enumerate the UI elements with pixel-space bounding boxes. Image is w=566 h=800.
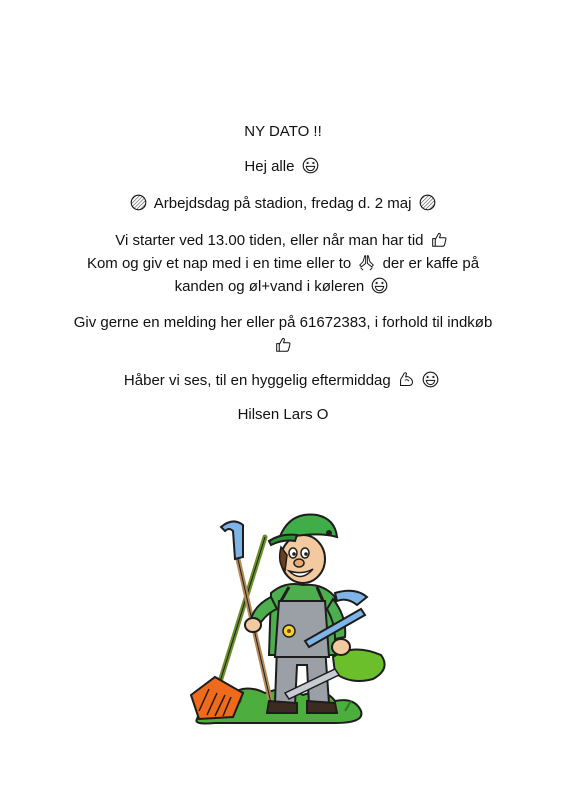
event-text: Arbejdsdag på stadion, fredag d. 2 maj [153, 195, 412, 212]
help-text-a: Kom og giv et nap med i en time eller to [86, 255, 352, 272]
help-text-b: der er kaffe på [382, 255, 480, 272]
grinning-face-icon [371, 277, 388, 294]
title-text: NY DATO !! [244, 123, 322, 140]
grinning-face-icon [422, 371, 439, 388]
drinks-text: kanden og øl+vand i køleren [174, 278, 365, 295]
flexed-biceps-icon [398, 371, 415, 388]
striped-ball-icon [419, 194, 436, 211]
start-line [0, 231, 566, 251]
striped-ball-icon [130, 194, 147, 211]
drinks-line [0, 277, 566, 297]
gardener-illustration [185, 497, 405, 727]
heading-line [0, 122, 566, 142]
help-line [0, 254, 566, 274]
contact-text: Giv gerne en melding her eller på 61672383, i forhold til indkøb [73, 314, 493, 331]
greeting-text: Hej alle [244, 158, 295, 175]
signature-text: Hilsen Lars O [237, 406, 329, 423]
contact-icon-line [0, 336, 566, 356]
signature-line [0, 405, 566, 425]
greeting-line [0, 157, 566, 177]
thumbs-up-icon [431, 231, 448, 248]
event-line [0, 194, 566, 214]
hope-line [0, 371, 566, 391]
start-text: Vi starter ved 13.00 tiden, eller når man har tid [115, 232, 424, 249]
folded-hands-icon [358, 254, 375, 271]
grinning-face-icon [302, 157, 319, 174]
hope-text: Håber vi ses, til en hyggelig eftermiddag [123, 372, 391, 389]
thumbs-up-icon [275, 336, 292, 353]
contact-line [0, 313, 566, 333]
